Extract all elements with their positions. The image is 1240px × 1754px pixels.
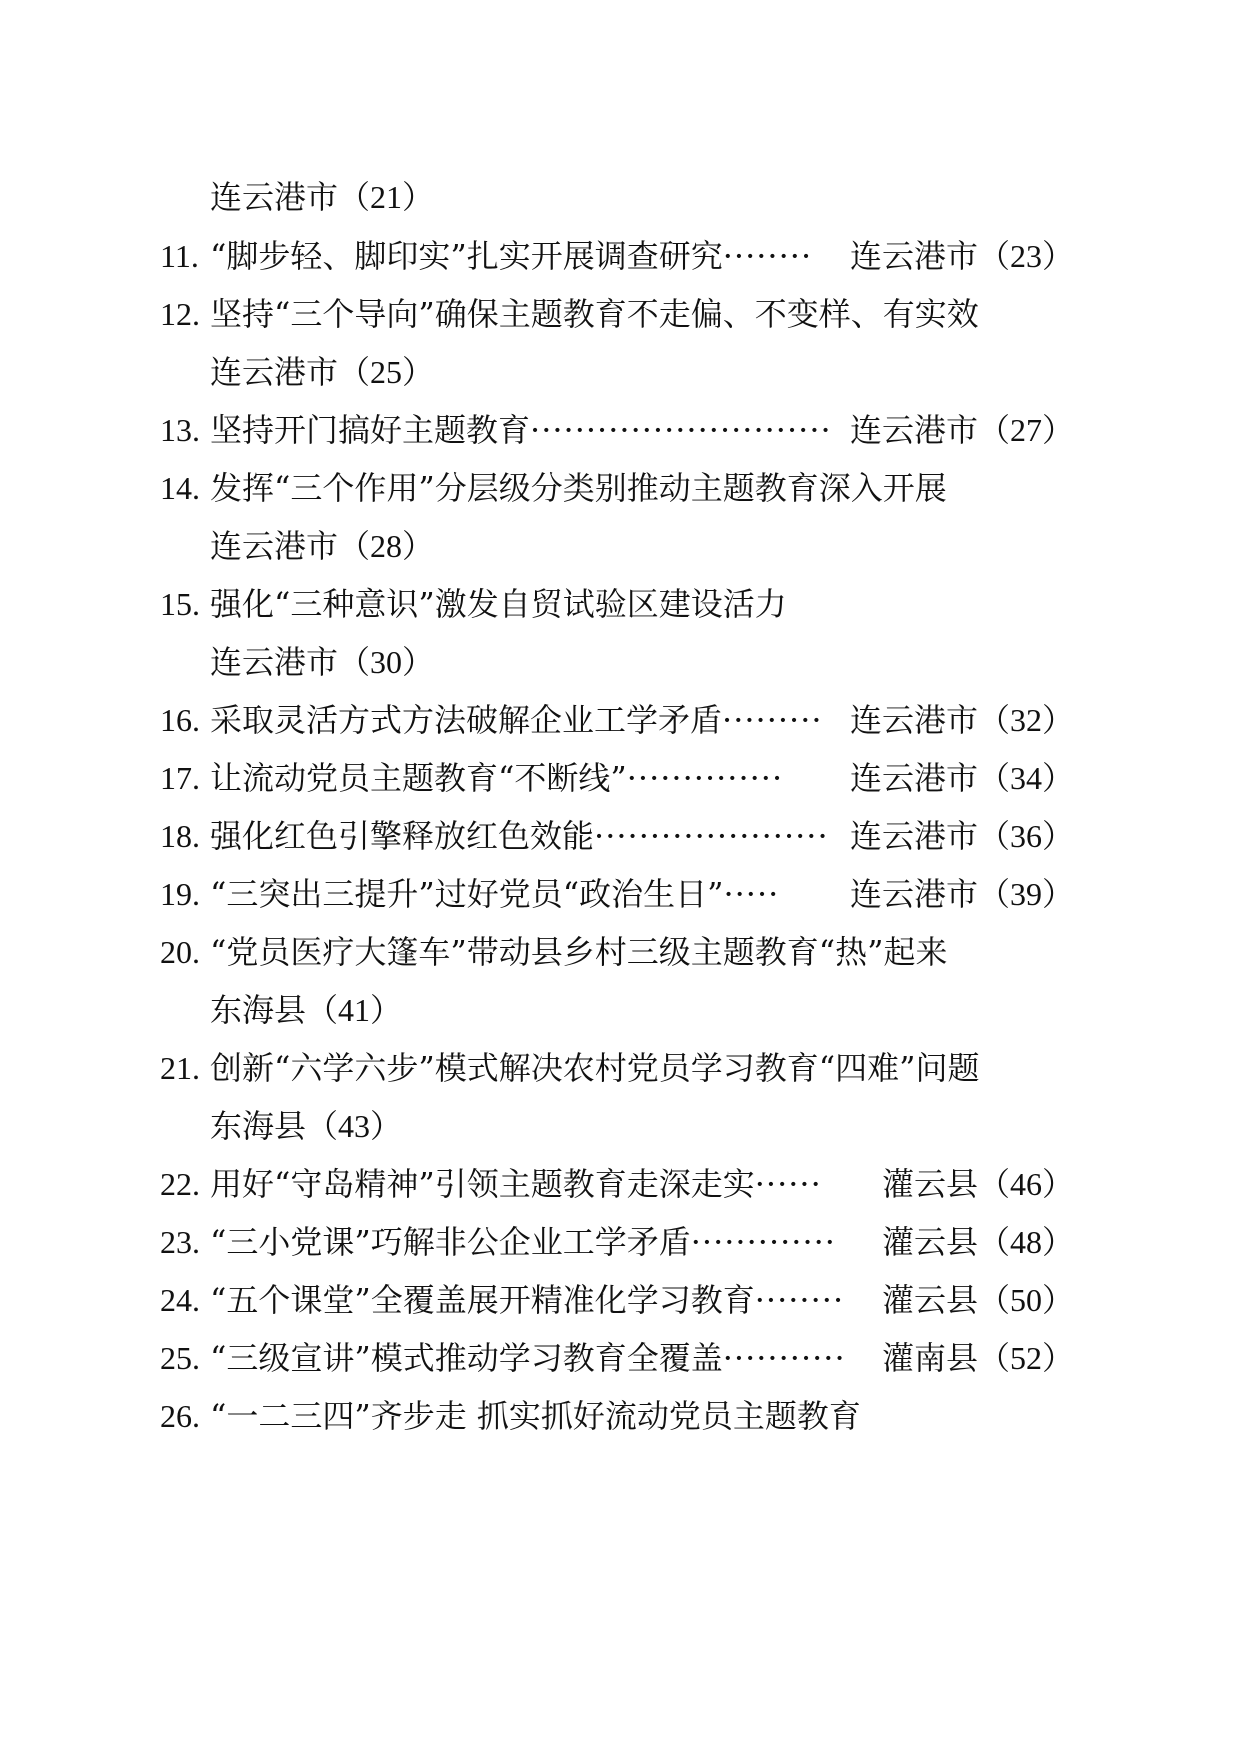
entry-title: “脚步轻、脚印实”扎实开展调查研究 — [210, 237, 723, 275]
toc-entry — [0, 1217, 1240, 1267]
entry-title: “三级宣讲”模式推动学习教育全覆盖 — [210, 1339, 723, 1377]
toc-source: 东海县（41） — [210, 991, 403, 1029]
dot-leader: ········ — [722, 237, 813, 275]
entry-title: 让流动党员主题教育“不断线” — [210, 759, 627, 797]
toc-source: 灌南县（52） — [881, 1339, 1074, 1377]
entry-title: 用好“守岛精神”引领主题教育走深走实 — [210, 1165, 755, 1203]
toc-source: 连云港市（23） — [849, 237, 1074, 275]
entry-number: 19. — [160, 876, 200, 912]
toc-entry — [0, 463, 1240, 513]
entry-number: 25. — [160, 1340, 200, 1376]
toc-source: 灌云县（48） — [881, 1223, 1074, 1261]
toc-continuation — [0, 347, 1240, 397]
toc-entry — [0, 869, 1240, 919]
toc-entry — [0, 579, 1240, 629]
entry-title: 强化红色引擎释放红色效能 — [210, 817, 595, 855]
entry-number: 24. — [160, 1282, 200, 1318]
toc-source: 连云港市（21） — [210, 178, 435, 216]
toc-source: 连云港市（30） — [210, 643, 435, 681]
toc-source: 东海县（43） — [210, 1107, 403, 1145]
dot-leader: ········ — [754, 1281, 845, 1319]
dot-leader: ········· — [722, 701, 823, 739]
dot-leader: ··························· — [530, 411, 832, 449]
entry-title: 发挥“三个作用”分层级分类别推动主题教育深入开展 — [210, 469, 947, 507]
entry-number: 12. — [160, 296, 200, 332]
toc-entry — [0, 1391, 1240, 1441]
entry-title: 坚持开门搞好主题教育 — [210, 411, 531, 449]
dot-leader: ·············· — [626, 759, 784, 797]
toc-entry — [0, 753, 1240, 803]
toc-source: 连云港市（34） — [849, 759, 1074, 797]
toc-source: 连云港市（25） — [210, 353, 435, 391]
toc-entry — [0, 405, 1240, 455]
toc-entry — [0, 1043, 1240, 1093]
toc-source: 灌云县（50） — [881, 1281, 1074, 1319]
entry-number: 17. — [160, 760, 200, 796]
toc-entry — [0, 1159, 1240, 1209]
toc-entry — [0, 289, 1240, 339]
entry-title: “一二三四”齐步走 抓实抓好流动党员主题教育 — [210, 1397, 861, 1435]
toc-continuation — [0, 1101, 1240, 1151]
entry-number: 15. — [160, 586, 200, 622]
entry-number: 26. — [160, 1398, 200, 1434]
entry-number: 22. — [160, 1166, 200, 1202]
toc-entry — [0, 927, 1240, 977]
dot-leader: ··········· — [722, 1339, 846, 1377]
toc-continuation — [0, 521, 1240, 571]
toc-source: 连云港市（32） — [849, 701, 1074, 739]
entry-title: “三突出三提升”过好党员“政治生日” — [210, 875, 724, 913]
entry-number: 20. — [160, 934, 200, 970]
toc-source: 连云港市（36） — [849, 817, 1074, 855]
dot-leader: ············· — [690, 1223, 836, 1261]
entry-number: 18. — [160, 818, 200, 854]
entry-number: 21. — [160, 1050, 200, 1086]
entry-title: 创新“六学六步”模式解决农村党员学习教育“四难”问题 — [210, 1049, 980, 1087]
toc-entry — [0, 1275, 1240, 1325]
entry-number: 13. — [160, 412, 200, 448]
dot-leader: ····· — [723, 875, 780, 913]
toc-source: 连云港市（39） — [849, 875, 1074, 913]
toc-entry — [0, 231, 1240, 281]
dot-leader: ······ — [754, 1165, 822, 1203]
entry-title: “三小党课”巧解非公企业工学矛盾 — [210, 1223, 691, 1261]
toc-source: 连云港市（27） — [849, 411, 1074, 449]
toc-source: 连云港市（28） — [210, 527, 435, 565]
entry-title: “五个课堂”全覆盖展开精准化学习教育 — [210, 1281, 755, 1319]
entry-number: 23. — [160, 1224, 200, 1260]
entry-title: 采取灵活方式方法破解企业工学矛盾 — [210, 701, 723, 739]
entry-title: 坚持“三个导向”确保主题教育不走偏、不变样、有实效 — [210, 295, 979, 333]
toc-continuation — [0, 985, 1240, 1035]
toc-source: 灌云县（46） — [881, 1165, 1074, 1203]
entry-title: 强化“三种意识”激发自贸试验区建设活力 — [210, 585, 787, 623]
toc-entry — [0, 1333, 1240, 1383]
toc-entry — [0, 811, 1240, 861]
toc-continuation — [0, 637, 1240, 687]
entry-number: 14. — [160, 470, 200, 506]
entry-number: 16. — [160, 702, 200, 738]
entry-number: 11. — [160, 238, 199, 274]
toc-continuation — [0, 172, 1240, 222]
toc-entry — [0, 695, 1240, 745]
dot-leader: ····················· — [594, 817, 829, 855]
entry-title: “党员医疗大篷车”带动县乡村三级主题教育“热”起来 — [210, 933, 948, 971]
